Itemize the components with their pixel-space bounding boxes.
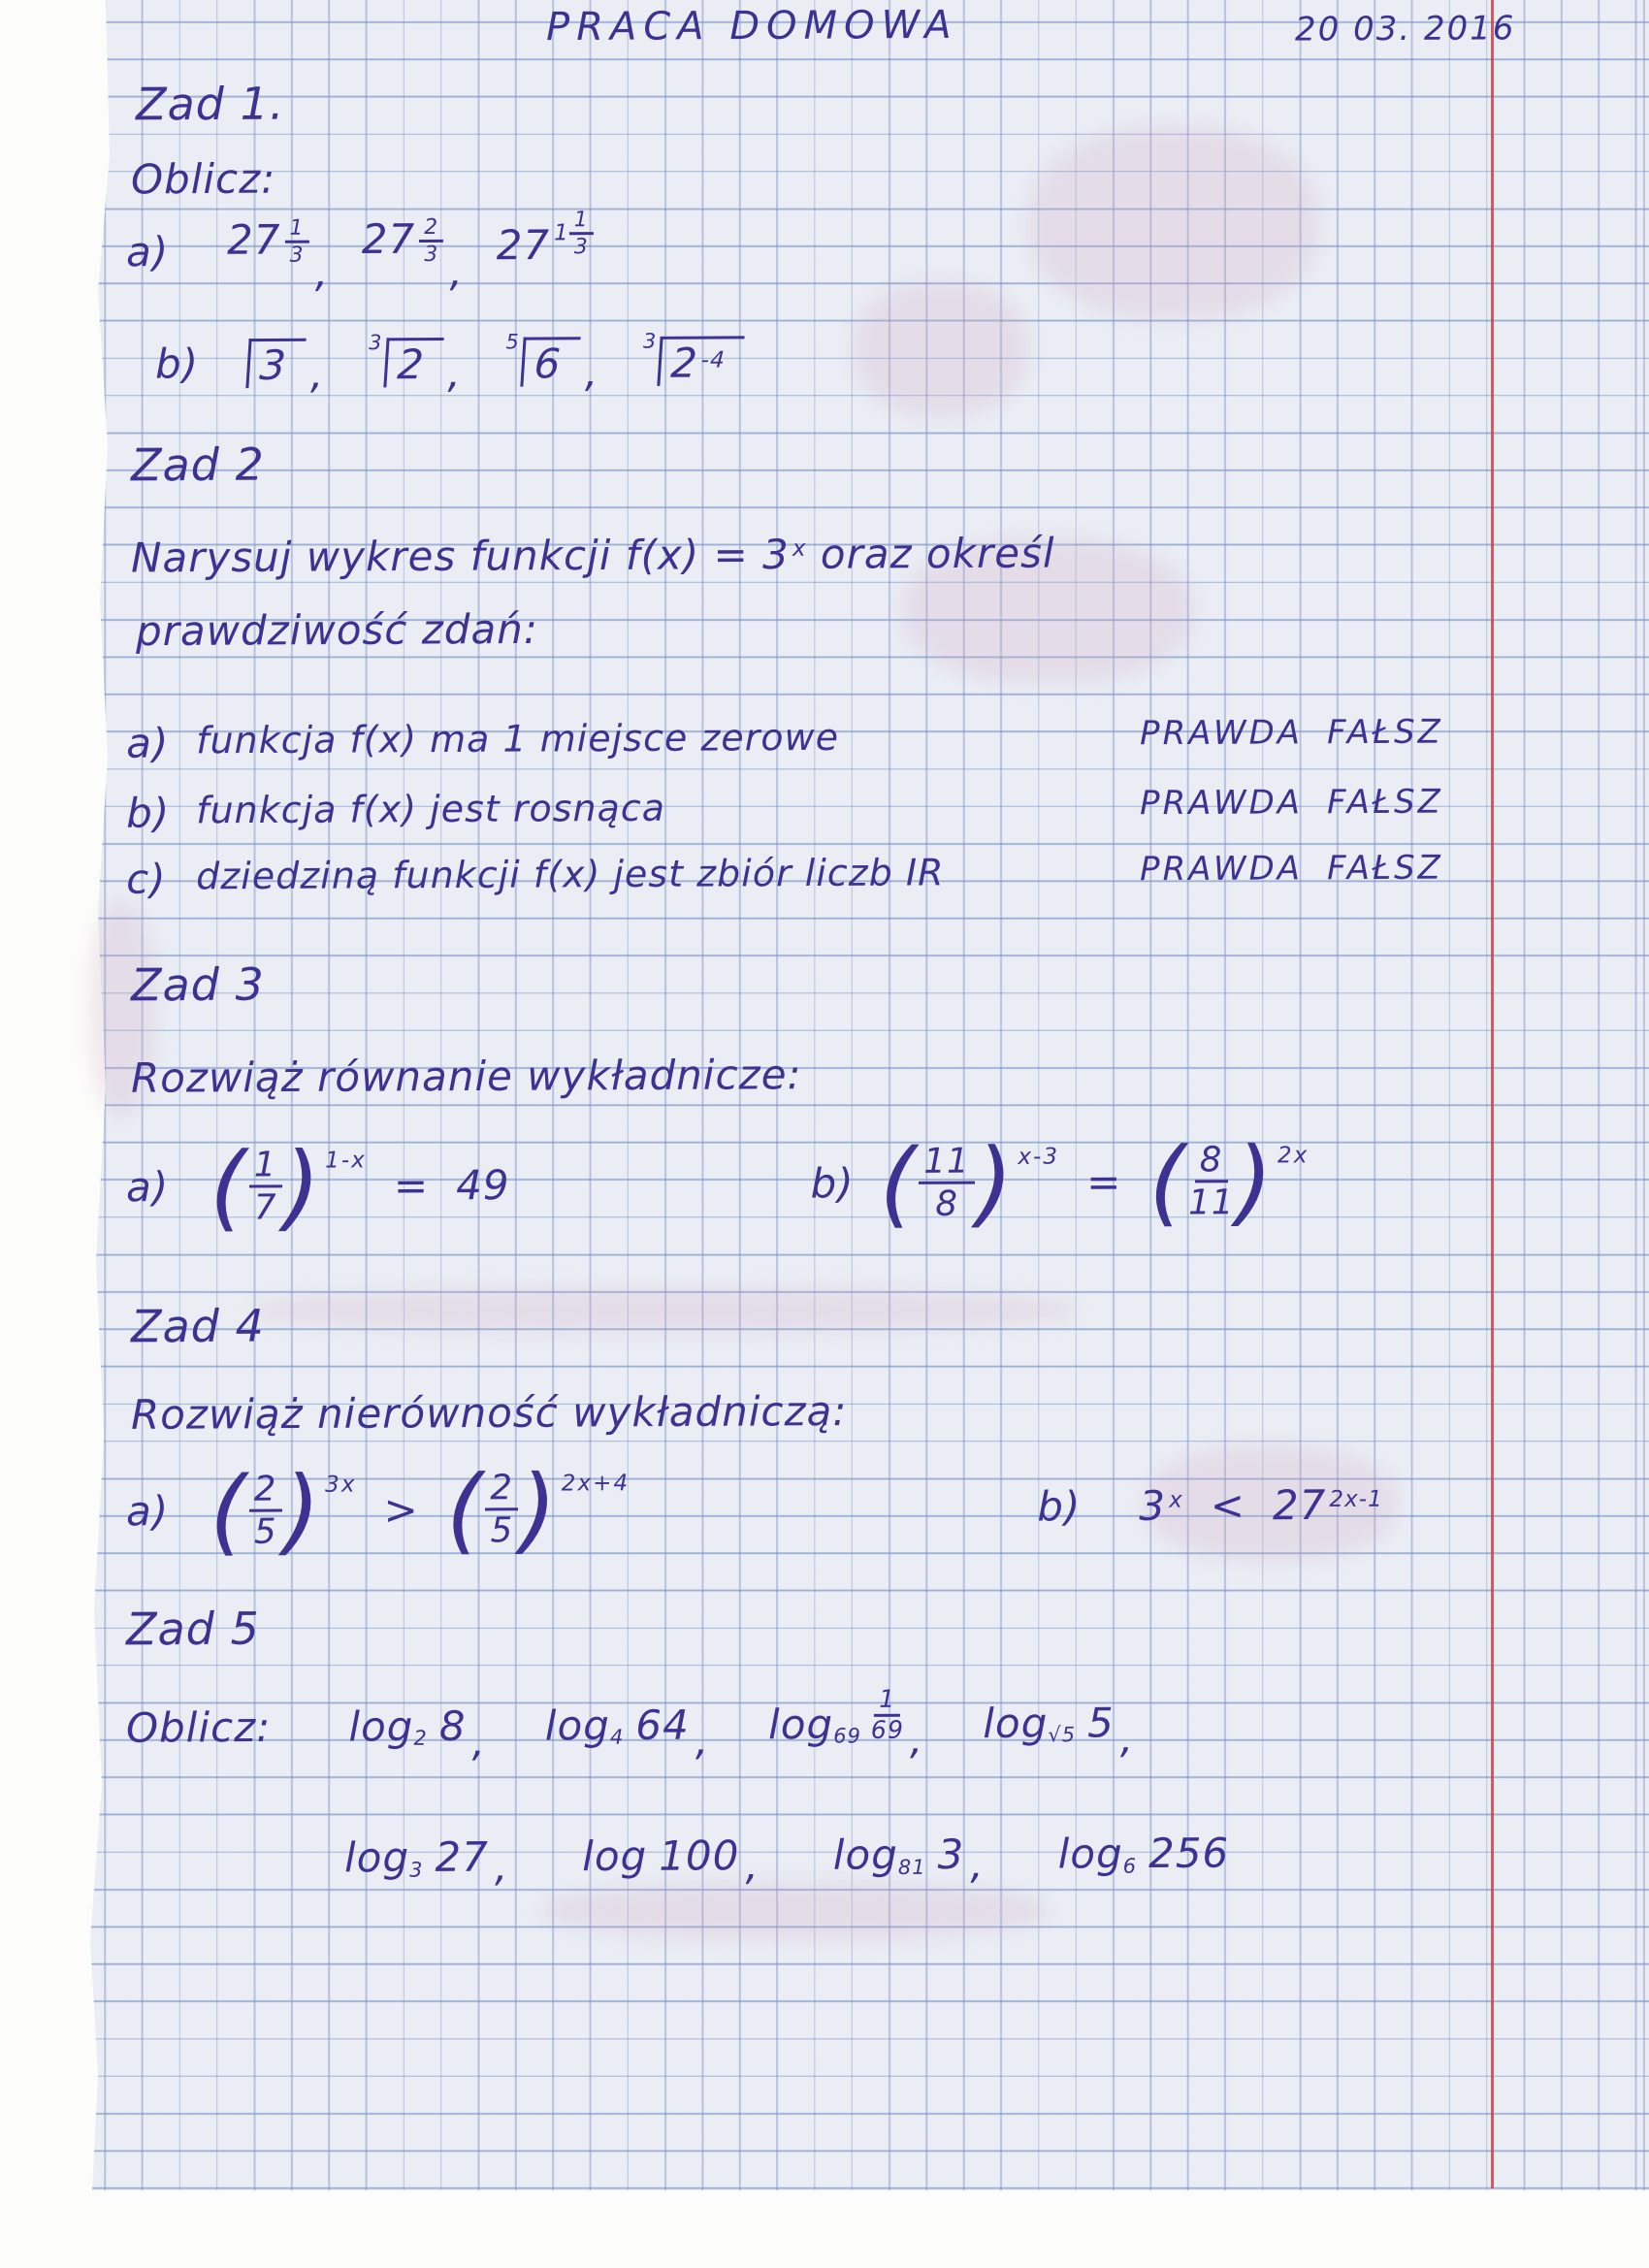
log-base: √5 xyxy=(1048,1723,1077,1747)
page-title: PRACA DOMOWA xyxy=(545,2,958,50)
margin-line xyxy=(1491,0,1494,2188)
power-expression xyxy=(362,215,444,287)
log-base: 4 xyxy=(609,1726,625,1750)
comma: , xyxy=(471,1717,487,1766)
prawda-option: PRAWDA xyxy=(1139,713,1304,754)
log-word: log xyxy=(1057,1830,1123,1878)
log-base: 81 xyxy=(897,1855,926,1879)
log-expression xyxy=(983,1699,1115,1747)
log-base: 3 xyxy=(409,1858,424,1882)
left-paren: ( xyxy=(879,1127,918,1238)
statement-text: funkcja f(x) jest rosnąca xyxy=(196,786,666,832)
zad5-row2 xyxy=(343,1829,1230,1891)
statement-label: b) xyxy=(126,789,171,837)
fraction-power xyxy=(1148,1125,1310,1237)
exponent-fraction: 1 3 xyxy=(284,216,308,269)
power-base: 3 xyxy=(1139,1481,1167,1530)
log-word: log xyxy=(582,1831,648,1881)
log-argument: 100 xyxy=(659,1831,740,1880)
fraction: 1 7 xyxy=(249,1145,282,1227)
item-label: b) xyxy=(154,340,200,388)
zad5-instruction: Oblicz: xyxy=(125,1702,272,1752)
log-base: 2 xyxy=(413,1727,428,1751)
item-label: a) xyxy=(125,1487,170,1536)
comma: , xyxy=(909,1715,924,1764)
statement-label: c) xyxy=(126,855,167,903)
statement-label: a) xyxy=(126,719,170,767)
log-base: 6 xyxy=(1122,1854,1138,1878)
fraction-power xyxy=(209,1454,357,1566)
zad4-heading: Zad 4 xyxy=(130,1299,265,1353)
zad5-heading: Zad 5 xyxy=(125,1602,260,1656)
zad4-instruction: Rozwiąż nierówność wykładniczą: xyxy=(130,1387,848,1439)
zad1-instruction: Oblicz: xyxy=(130,154,276,204)
fraction: 8 11 xyxy=(1188,1140,1235,1223)
log-word: log xyxy=(767,1700,834,1749)
falsz-option: FAŁSZ xyxy=(1326,782,1444,823)
exponent: 2x-1 xyxy=(1329,1486,1383,1513)
radicand xyxy=(658,336,745,385)
fraction-power xyxy=(445,1453,630,1565)
log-argument: 256 xyxy=(1148,1829,1230,1878)
comma: , xyxy=(447,348,462,398)
task-text: Narysuj wykres funkcji f(x) = 3 xyxy=(130,530,790,582)
prawda-option: PRAWDA xyxy=(1139,849,1304,890)
power-base: 27 xyxy=(1272,1480,1327,1530)
item-label: b) xyxy=(1037,1482,1082,1531)
comma: , xyxy=(309,349,325,398)
radical-index: 3 xyxy=(368,331,383,355)
log-word: log xyxy=(832,1831,898,1879)
falsz-option: FAŁSZ xyxy=(1326,848,1444,889)
less-than-sign: < xyxy=(1210,1481,1246,1530)
fraction: 11 8 xyxy=(919,1142,975,1224)
exponent-fraction: 2 3 xyxy=(419,215,443,268)
exponent-whole: 1 xyxy=(553,220,569,246)
equals-sign: = xyxy=(393,1161,430,1210)
power-base: 27 xyxy=(226,215,281,264)
zad3-heading: Zad 3 xyxy=(130,957,265,1012)
zad5-row1 xyxy=(125,1684,1140,1766)
radical-index: 3 xyxy=(642,329,658,353)
date: 20 03. 2016 xyxy=(1294,9,1516,49)
comma: , xyxy=(449,247,464,296)
log-expression xyxy=(348,1702,466,1751)
item-label: a) xyxy=(125,228,170,276)
log-base: 69 xyxy=(833,1724,861,1748)
statement-text: funkcja f(x) ma 1 miejsce zerowe xyxy=(196,715,840,762)
log-expression xyxy=(833,1831,965,1879)
power-exponent xyxy=(284,216,308,269)
log-argument: 64 xyxy=(635,1701,690,1749)
comma: , xyxy=(584,348,599,397)
zad1-row-b xyxy=(154,329,743,398)
power-expression xyxy=(1273,1481,1383,1530)
radicand: 6 xyxy=(520,337,580,386)
left-paren: ( xyxy=(209,1131,248,1242)
right-paren: ) xyxy=(1236,1125,1275,1236)
right-paren: ) xyxy=(283,1130,322,1241)
greater-than-sign: > xyxy=(383,1485,419,1535)
exponent: x-3 xyxy=(1018,1144,1060,1170)
exponent: 1-x xyxy=(325,1147,367,1174)
zad2-task-line2: prawdziwość zdań: xyxy=(135,604,539,656)
exponent: 2x xyxy=(1277,1142,1310,1168)
equals-sign: = xyxy=(1085,1157,1122,1207)
radicand: 2 xyxy=(383,338,443,387)
radical-expression xyxy=(245,339,305,388)
right-paren: ) xyxy=(519,1453,559,1564)
fraction: 2 5 xyxy=(249,1470,282,1552)
fraction: 2 5 xyxy=(485,1468,518,1550)
task-text: oraz określ xyxy=(806,529,1055,578)
log-expression xyxy=(344,1833,489,1882)
radicand: 3 xyxy=(245,339,306,388)
right-paren: ) xyxy=(283,1454,322,1566)
log-argument-fraction: 1 69 xyxy=(870,1684,905,1744)
power-expression xyxy=(496,207,594,278)
exponent: x xyxy=(1168,1488,1183,1514)
radical-index: 5 xyxy=(505,330,520,354)
log-argument: 27 xyxy=(435,1832,489,1881)
left-paren: ( xyxy=(445,1453,484,1565)
comma: , xyxy=(695,1716,710,1765)
power-base: 27 xyxy=(361,214,416,263)
log-expression xyxy=(545,1701,690,1750)
log-expression xyxy=(582,1831,739,1880)
radical-expression xyxy=(505,330,578,388)
zad3-equations xyxy=(125,1125,1310,1242)
zad4-inequalities xyxy=(125,1453,1383,1566)
falsz-option: FAŁSZ xyxy=(1326,712,1444,753)
log-expression xyxy=(1058,1830,1230,1878)
log-argument: 5 xyxy=(1086,1699,1115,1747)
item-label: a) xyxy=(125,1163,170,1212)
exponent-fraction: 1 3 xyxy=(569,208,594,260)
fraction-power xyxy=(879,1126,1060,1238)
exponent: x xyxy=(792,536,807,563)
log-word: log xyxy=(348,1702,414,1751)
right-side-value: 49 xyxy=(456,1161,510,1210)
log-word: log xyxy=(983,1699,1049,1748)
comma: , xyxy=(1119,1714,1135,1763)
log-word: log xyxy=(544,1701,611,1750)
prawda-option: PRAWDA xyxy=(1139,783,1304,824)
right-paren: ) xyxy=(976,1126,1015,1238)
left-paren: ( xyxy=(1148,1125,1187,1237)
statement-text: dziedziną funkcji f(x) jest zbiór liczb IR xyxy=(196,851,945,898)
log-argument: 8 xyxy=(438,1701,467,1751)
left-paren: ( xyxy=(209,1455,248,1566)
power-expression xyxy=(1139,1482,1183,1530)
radicand-base: 2 xyxy=(669,339,700,387)
comma: , xyxy=(970,1839,985,1889)
fraction-power xyxy=(209,1130,367,1242)
radicand-exponent: -4 xyxy=(700,347,728,373)
exponent: 3x xyxy=(325,1472,357,1498)
zad1-row-a xyxy=(125,207,594,297)
comma: , xyxy=(314,248,330,297)
zad2-heading: Zad 2 xyxy=(130,437,265,492)
comma: , xyxy=(494,1842,509,1891)
zad1-heading: Zad 1. xyxy=(135,77,285,131)
radical-expression xyxy=(368,331,441,389)
exponent: 2x+4 xyxy=(561,1470,630,1497)
log-word: log xyxy=(343,1833,410,1882)
comma: , xyxy=(745,1841,760,1890)
zad2-task-line1 xyxy=(131,530,1055,582)
power-exponent xyxy=(554,208,594,260)
power-base: 27 xyxy=(496,221,551,270)
power-exponent xyxy=(419,215,443,268)
radical-expression xyxy=(642,329,743,387)
log-argument: 3 xyxy=(937,1831,965,1879)
log-expression xyxy=(767,1684,905,1755)
zad3-instruction: Rozwiąż równanie wykładnicze: xyxy=(130,1051,802,1102)
item-label: b) xyxy=(810,1159,855,1208)
power-expression xyxy=(227,215,309,287)
